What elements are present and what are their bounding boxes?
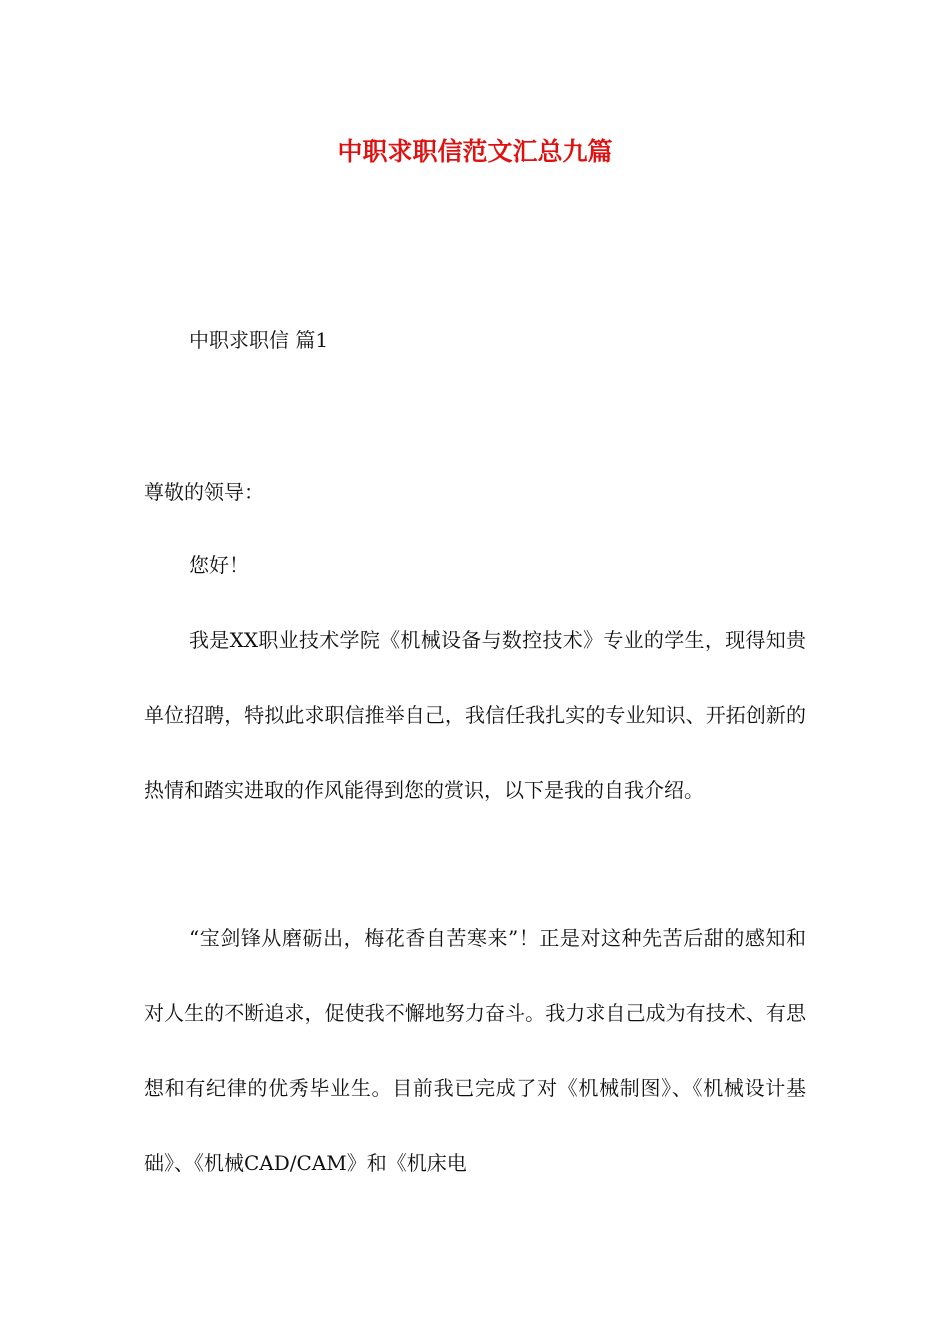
- section-heading: 中职求职信 篇1: [189, 328, 329, 352]
- greeting: 您好！: [189, 553, 249, 577]
- paragraph-introduction: 我是XX职业技术学院《机械设备与数控技术》专业的学生，现得知贵单位招聘，特拟此求职信推举自己，我信任我扎实的专业知识、开拓创新的热情和踏实进取的作风能得到您的赏识，以下是我的自我介绍。: [144, 628, 806, 802]
- paragraph-motto: “宝剑锋从磨砺出，梅花香自苦寒来”！正是对这种先苦后甜的感知和对人生的不断追求，促使我不懈地努力奋斗。我力求自己成为有技术、有思想和有纪律的优秀毕业生。目前我已完成了对《机械制图》、《机械设计基础》、《机械CAD/CAM》和《机床电: [144, 926, 806, 1175]
- document-title: 中职求职信范文汇总九篇: [337, 137, 613, 166]
- salutation: 尊敬的领导：: [144, 480, 264, 504]
